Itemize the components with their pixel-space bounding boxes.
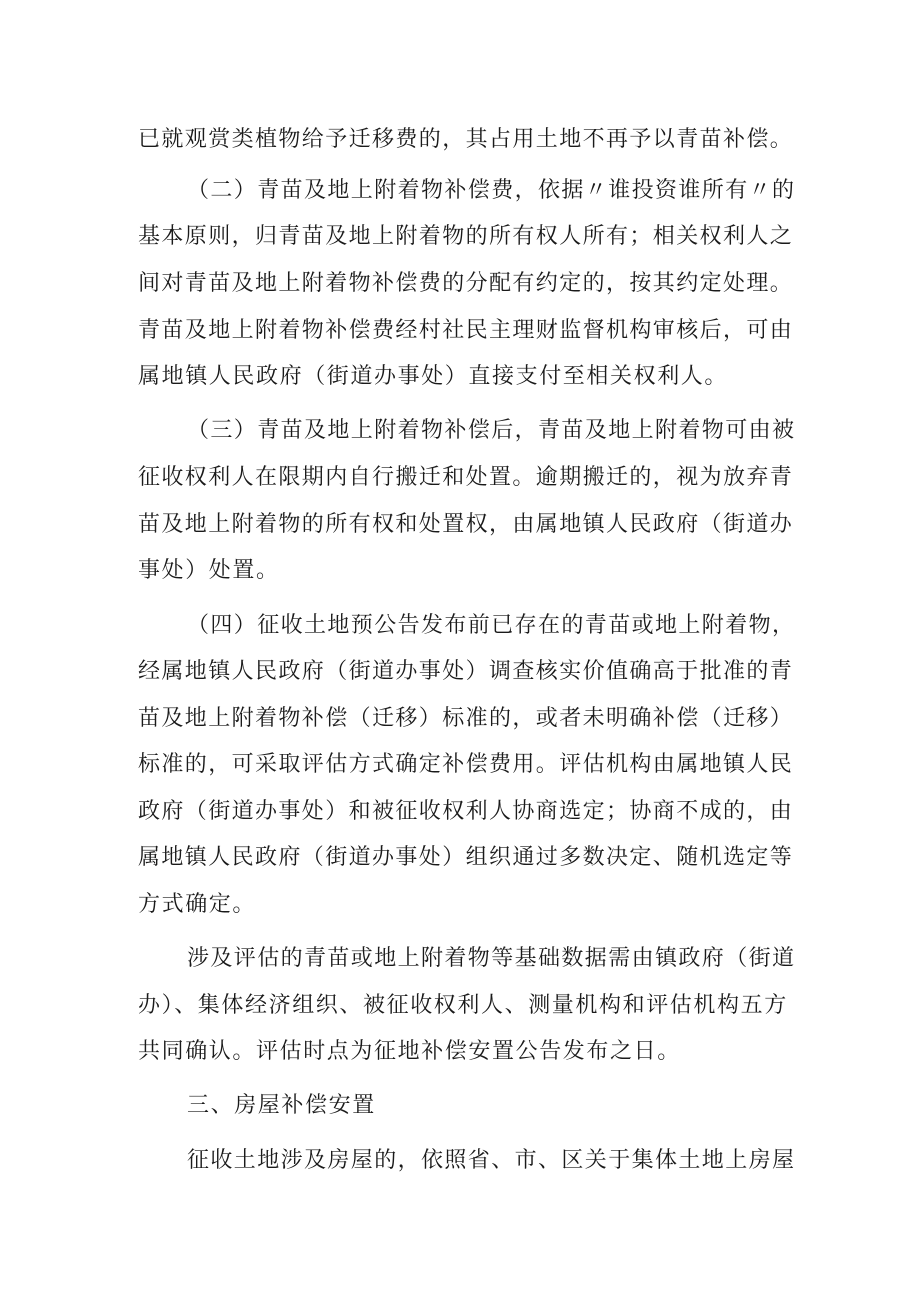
text-line: 属地镇人民政府（街道办事处）直接支付至相关权利人。	[138, 364, 729, 389]
text-line: 已就观赏类植物给予迁移费的，其占用土地不再予以青苗补偿。	[138, 127, 794, 152]
text-line: 事处）处置。	[138, 558, 280, 583]
text-line: 经属地镇人民政府（街道办事处）调查核实价值确高于批准的青	[138, 659, 794, 684]
text-line: （三）青苗及地上附着物补偿后，青苗及地上附着物可由被	[187, 418, 796, 443]
text-line: 青苗及地上附着物补偿费经村社民主理财监督机构审核后，可由	[138, 318, 794, 343]
section-heading: 三、房屋补偿安置	[187, 1093, 376, 1118]
text-line: 征收权利人在限期内自行搬迁和处置。逾期搬迁的，视为放弃青	[138, 465, 794, 490]
text-line: 属地镇人民政府（街道办事处）组织通过多数决定、随机选定等	[138, 845, 794, 870]
text-line: 办）、集体经济组织、被征收权利人、测量机构和评估机构五方	[138, 993, 788, 1018]
text-line: 共同确认。评估时点为征地补偿安置公告发布之日。	[138, 1039, 681, 1064]
text-line: 基本原则，归青苗及地上附着物的所有权人所有；相关权利人之	[138, 224, 794, 249]
text-line: 间对青苗及地上附着物补偿费的分配有约定的，按其约定处理。	[138, 271, 794, 296]
text-line: （二）青苗及地上附着物补偿费，依据〃谁投资谁所有〃的	[187, 178, 796, 203]
text-line: 苗及地上附着物补偿（迁移）标准的，或者未明确补偿（迁移）	[138, 706, 794, 731]
text-line: 征收土地涉及房屋的，依照省、市、区关于集体土地上房屋	[187, 1148, 796, 1173]
text-line: 涉及评估的青苗或地上附着物等基础数据需由镇政府（街道	[187, 946, 796, 971]
text-line: 标准的，可采取评估方式确定补偿费用。评估机构由属地镇人民	[138, 752, 794, 777]
text-line: 苗及地上附着物的所有权和处置权，由属地镇人民政府（街道办	[138, 512, 794, 537]
text-line: 政府（街道办事处）和被征收权利人协商选定；协商不成的，由	[138, 799, 794, 824]
text-line: 方式确定。	[138, 892, 257, 917]
text-line: （四）征收土地预公告发布前已存在的青苗或地上附着物，	[187, 613, 796, 638]
